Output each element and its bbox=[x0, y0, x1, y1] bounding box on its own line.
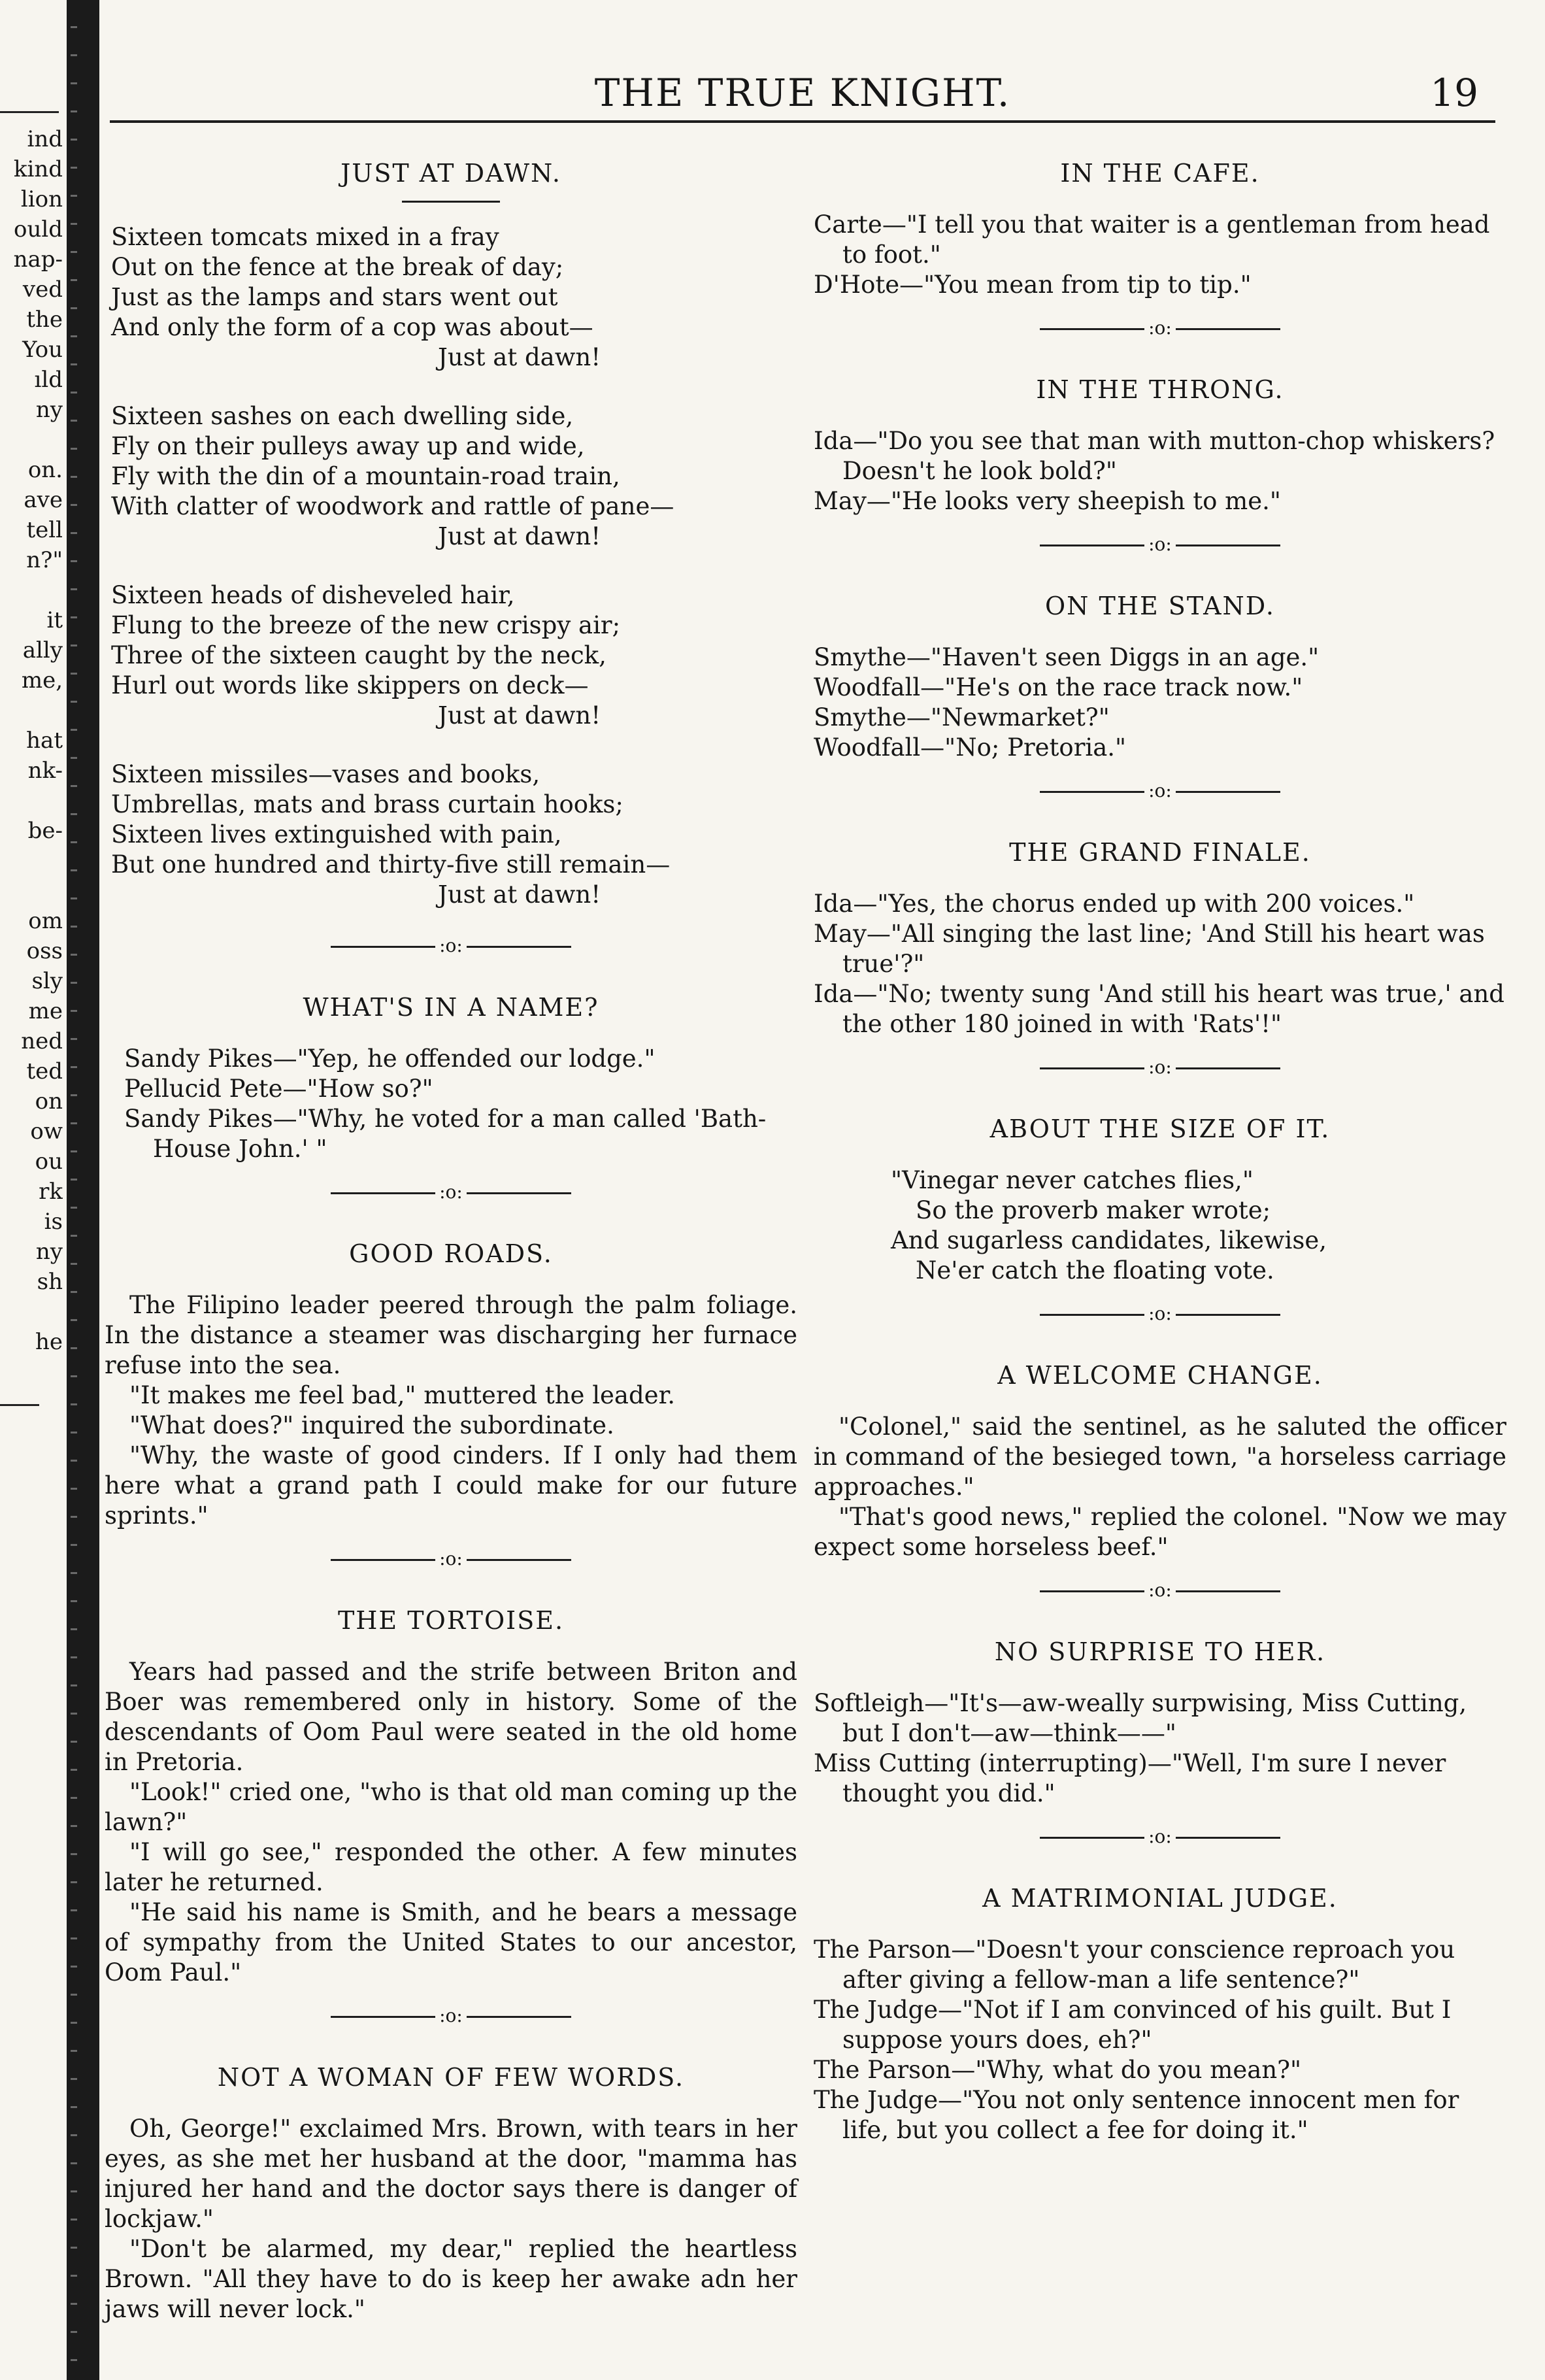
article-heading: WHAT'S IN A NAME? bbox=[303, 993, 599, 1022]
bleed-fragment: ny bbox=[35, 1239, 63, 1265]
bleed-fragment: om bbox=[28, 908, 63, 934]
poem-line: Sixteen lives extinguished with pain, bbox=[111, 820, 562, 848]
header-rule bbox=[110, 120, 1495, 123]
bleed-fragment bbox=[0, 786, 63, 816]
poem-line: Flung to the breeze of the new crispy air; bbox=[111, 611, 621, 639]
paragraph: "Don't be alarmed, my dear," replied the heartless Brown. "All they have to do is keep her awake adn her jaws will never lock." bbox=[105, 2235, 797, 2323]
right-column bbox=[814, 134, 1506, 2145]
article-heading: NOT A WOMAN OF FEW WORDS. bbox=[217, 2063, 685, 2092]
dialogue-line: Ida—"Yes, the chorus ended up with 200 voices." bbox=[814, 890, 1415, 918]
paragraph: Oh, George!" exclaimed Mrs. Brown, with tears in her eyes, as she met her husband at the door, "mamma has injured her hand and the doctor says there is danger of lockjaw." bbox=[105, 2115, 797, 2233]
bleed-fragment: ow bbox=[30, 1118, 63, 1145]
section-divider: :o: bbox=[105, 2005, 797, 2026]
verse-line: Ne'er catch the floating vote. bbox=[916, 1256, 1274, 1284]
article-no-surprise-to-her bbox=[814, 1637, 1506, 1809]
section-divider: :o: bbox=[814, 533, 1506, 555]
bleed-fragment bbox=[0, 1297, 63, 1327]
bleed-fragment bbox=[0, 876, 63, 906]
article-heading: A MATRIMONIAL JUDGE. bbox=[982, 1884, 1338, 1913]
article-heading: ABOUT THE SIZE OF IT. bbox=[989, 1115, 1331, 1143]
poem-line: And only the form of a cop was about— bbox=[111, 313, 593, 341]
bleed-fragment: oss bbox=[26, 938, 63, 964]
bleed-fragment: lion bbox=[20, 186, 63, 212]
dialogue-line: Smythe—"Newmarket?" bbox=[814, 703, 1110, 731]
article-heading: GOOD ROADS. bbox=[349, 1239, 553, 1268]
heading-rule bbox=[402, 201, 500, 203]
dialogue-line: Miss Cutting (interrupting)—"Well, I'm sure I never thought you did." bbox=[814, 1749, 1446, 1807]
poem-line: Umbrellas, mats and brass curtain hooks; bbox=[111, 790, 623, 818]
article-a-welcome-change bbox=[814, 1361, 1506, 1562]
bleed-fragment: ally bbox=[22, 637, 63, 663]
article-heading: JUST AT DAWN. bbox=[341, 159, 561, 188]
verse bbox=[814, 1165, 1506, 1286]
poem-line: Fly on their pulleys away up and wide, bbox=[111, 432, 585, 460]
dialogue-line: The Parson—"Why, what do you mean?" bbox=[814, 2056, 1302, 2084]
paragraph: "Why, the waste of good cinders. If I only had them here what a grand path I could make for our future sprints." bbox=[105, 1441, 797, 1530]
bleed-fragment bbox=[0, 425, 63, 455]
poem-line: Sixteen tomcats mixed in a fray bbox=[111, 223, 499, 251]
dialogue-line: The Judge—"Not if I am convinced of his guilt. But I suppose yours does, eh?" bbox=[814, 1996, 1452, 2054]
bleed-fragment: nk- bbox=[27, 758, 63, 784]
dialogue-line: Smythe—"Haven't seen Diggs in an age." bbox=[814, 643, 1320, 671]
dialogue-line: The Parson—"Doesn't your conscience reproach you after giving a fellow-man a life sentence?" bbox=[814, 1936, 1455, 1994]
binding-shadow bbox=[67, 0, 99, 2380]
article-the-grand-finale bbox=[814, 838, 1506, 1039]
paragraph: "Colonel," said the sentinel, as he saluted the officer in command of the besieged town, "a horseless carriage approaches." bbox=[814, 1413, 1506, 1501]
poem-line: Sixteen missiles—vases and books, bbox=[111, 760, 540, 788]
poem-line: Hurl out words like skippers on deck— bbox=[111, 671, 589, 699]
poem-stanza bbox=[111, 401, 797, 552]
article-good-roads bbox=[105, 1239, 797, 1531]
dialogue-line: Woodfall—"He's on the race track now." bbox=[814, 673, 1303, 701]
gutter-rule-bottom bbox=[0, 1404, 39, 1406]
dialogue-line: The Judge—"You not only sentence innocent men for life, but you collect a fee for doing it." bbox=[814, 2086, 1459, 2144]
poem-line: But one hundred and thirty-five still remain— bbox=[111, 850, 671, 879]
bleed-fragment bbox=[0, 846, 63, 876]
paragraph: "It makes me feel bad," muttered the leader. bbox=[129, 1381, 675, 1409]
article-just-at-dawn bbox=[105, 159, 797, 910]
paragraph: "That's good news," replied the colonel. "Now we may expect some horseless beef." bbox=[814, 1503, 1506, 1561]
article-heading: THE TORTOISE. bbox=[337, 1606, 565, 1635]
poem-line: Sixteen sashes on each dwelling side, bbox=[111, 402, 574, 430]
verse-line: "Vinegar never catches flies," bbox=[891, 1166, 1254, 1194]
poem-refrain: Just at dawn! bbox=[438, 343, 601, 371]
bleed-fragment: ned bbox=[21, 1028, 63, 1054]
bleed-fragment: ny bbox=[35, 397, 63, 423]
article-not-a-woman-of-few-words bbox=[105, 2063, 797, 2324]
section-divider: :o: bbox=[814, 1056, 1506, 1078]
bleed-fragment: me, bbox=[21, 667, 63, 694]
poem-line: Out on the fence at the break of day; bbox=[111, 253, 564, 281]
poem-line: Just as the lamps and stars went out bbox=[111, 283, 558, 311]
article-in-the-throng bbox=[814, 375, 1506, 516]
section-divider: :o: bbox=[105, 1548, 797, 1569]
verse-line: So the proverb maker wrote; bbox=[916, 1196, 1271, 1224]
paragraph: "I will go see," responded the other. A few minutes later he returned. bbox=[105, 1838, 797, 1896]
article-heading: ON THE STAND. bbox=[1045, 592, 1275, 620]
bleed-fragment: sly bbox=[31, 968, 63, 994]
dialogue-line: Pellucid Pete—"How so?" bbox=[124, 1075, 433, 1103]
paragraph: "What does?" inquired the subordinate. bbox=[129, 1411, 614, 1439]
article-about-the-size-of-it bbox=[814, 1115, 1506, 1286]
dialogue-line: May—"He looks very sheepish to me." bbox=[814, 487, 1281, 515]
bleed-fragment bbox=[0, 696, 63, 726]
dialogue-line: D'Hote—"You mean from tip to tip." bbox=[814, 271, 1252, 299]
bleed-fragment: ıld bbox=[34, 367, 63, 393]
bleed-fragment: on bbox=[35, 1088, 63, 1115]
paragraph: "Look!" cried one, "who is that old man coming up the lawn?" bbox=[105, 1778, 797, 1836]
paragraph: The Filipino leader peered through the palm foliage. In the distance a steamer was discharging her furnace refuse into the sea. bbox=[105, 1291, 797, 1379]
poem-refrain: Just at dawn! bbox=[438, 522, 601, 550]
section-divider: :o: bbox=[814, 317, 1506, 339]
page-header bbox=[110, 51, 1495, 123]
paragraph: Years had passed and the strife between Briton and Boer was remembered only in history. Some of the descendants of Oom Paul were seated in the old home in Pretoria. bbox=[105, 1658, 797, 1776]
poem-stanza bbox=[111, 222, 797, 373]
bleed-fragment: ved bbox=[22, 277, 63, 303]
paragraph: "He said his name is Smith, and he bears a message of sympathy from the United States to our ancestor, Oom Paul." bbox=[105, 1898, 797, 1986]
page-gutter bbox=[0, 0, 98, 2380]
bleed-fragment bbox=[0, 575, 63, 605]
poem-stanza bbox=[111, 580, 797, 731]
article-whats-in-a-name bbox=[105, 993, 797, 1164]
poem-refrain: Just at dawn! bbox=[438, 880, 601, 909]
bleed-fragment: rk bbox=[39, 1179, 63, 1205]
bleed-fragment: the bbox=[26, 307, 63, 333]
section-divider: :o: bbox=[105, 935, 797, 956]
dialogue bbox=[105, 1044, 797, 1164]
page-number: 19 bbox=[1430, 71, 1478, 115]
gutter-rule-top bbox=[0, 111, 59, 113]
article-a-matrimonial-judge bbox=[814, 1884, 1506, 2145]
bleed-through-text bbox=[0, 124, 63, 1357]
poem-line: Sixteen heads of disheveled hair, bbox=[111, 581, 515, 609]
dialogue-line: Woodfall—"No; Pretoria." bbox=[814, 733, 1127, 762]
bleed-fragment: ave bbox=[24, 487, 63, 513]
page-title: THE TRUE KNIGHT. bbox=[594, 71, 1011, 115]
bleed-fragment: on. bbox=[27, 457, 63, 483]
poem-refrain: Just at dawn! bbox=[438, 701, 601, 729]
dialogue-line: Ida—"Do you see that man with mutton-chop whiskers? Doesn't he look bold?" bbox=[814, 427, 1495, 485]
article-heading: IN THE CAFE. bbox=[1060, 159, 1260, 188]
bleed-fragment: ind bbox=[27, 126, 63, 152]
poem-line: Fly with the din of a mountain-road train, bbox=[111, 462, 620, 490]
bleed-fragment: sh bbox=[37, 1269, 63, 1295]
article-on-the-stand bbox=[814, 592, 1506, 763]
bleed-fragment: n?" bbox=[26, 547, 63, 573]
poem-body bbox=[111, 222, 797, 910]
dialogue-line: Sandy Pikes—"Yep, he offended our lodge." bbox=[124, 1045, 656, 1073]
article-in-the-cafe bbox=[814, 159, 1506, 300]
dialogue-line: Sandy Pikes—"Why, he voted for a man called 'Bath-House John.' " bbox=[124, 1105, 767, 1163]
poem-stanza bbox=[111, 760, 797, 910]
section-divider: :o: bbox=[814, 1303, 1506, 1324]
bleed-fragment: ou bbox=[35, 1148, 63, 1175]
bleed-fragment: is bbox=[44, 1209, 63, 1235]
article-heading: IN THE THRONG. bbox=[1036, 375, 1284, 404]
bleed-fragment: me bbox=[28, 998, 63, 1024]
bleed-fragment: he bbox=[35, 1329, 63, 1355]
dialogue-line: Softleigh—"It's—aw-weally surpwising, Miss Cutting, but I don't—aw—think——" bbox=[814, 1689, 1467, 1747]
article-heading: NO SURPRISE TO HER. bbox=[994, 1637, 1326, 1666]
bleed-fragment: tell bbox=[26, 517, 63, 543]
article-heading: A WELCOME CHANGE. bbox=[997, 1361, 1323, 1390]
dialogue-line: Ida—"No; twenty sung 'And still his heart was true,' and the other 180 joined in with 'Rats'!" bbox=[814, 980, 1504, 1038]
bleed-fragment: ould bbox=[13, 216, 63, 243]
dialogue-line: May—"All singing the last line; 'And Still his heart was true'?" bbox=[814, 920, 1485, 978]
section-divider: :o: bbox=[814, 1826, 1506, 1847]
bleed-fragment: hat bbox=[26, 728, 63, 754]
bleed-fragment: nap- bbox=[13, 246, 63, 273]
bleed-fragment: ted bbox=[26, 1058, 63, 1084]
bleed-fragment: You bbox=[22, 337, 63, 363]
dialogue-line: Carte—"I tell you that waiter is a gentleman from head to foot." bbox=[814, 210, 1490, 269]
article-heading: THE GRAND FINALE. bbox=[1009, 838, 1311, 867]
section-divider: :o: bbox=[814, 1579, 1506, 1601]
bleed-fragment: be- bbox=[27, 818, 63, 844]
poem-line: With clatter of woodwork and rattle of pane— bbox=[111, 492, 674, 520]
bleed-fragment: kind bbox=[13, 156, 63, 182]
bleed-fragment: it bbox=[46, 607, 63, 633]
verse-line: And sugarless candidates, likewise, bbox=[891, 1226, 1327, 1254]
section-divider: :o: bbox=[814, 780, 1506, 801]
article-the-tortoise bbox=[105, 1606, 797, 1988]
left-column bbox=[105, 134, 797, 2324]
poem-line: Three of the sixteen caught by the neck, bbox=[111, 641, 606, 669]
section-divider: :o: bbox=[105, 1181, 797, 1203]
